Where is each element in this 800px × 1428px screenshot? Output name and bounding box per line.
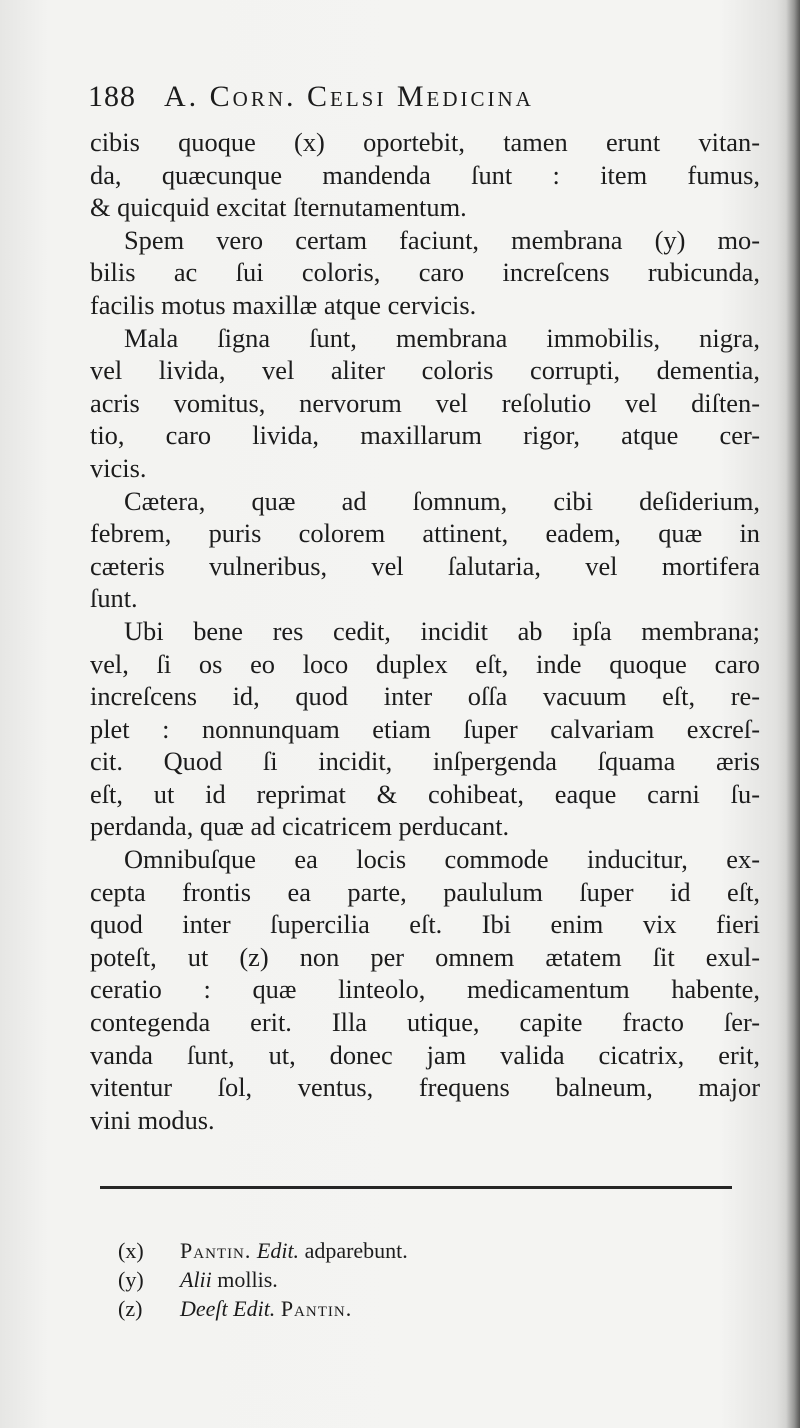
- footnote: [118, 1236, 678, 1265]
- text-line: bilis ac ſui coloris, caro increſcens rubicunda,: [90, 257, 760, 288]
- footnote: [118, 1294, 678, 1323]
- footnote-author: Pantin.: [180, 1238, 252, 1263]
- text-line: cit. Quod ſi incidit, inſpergenda ſquama æris: [90, 746, 760, 777]
- text-line: facilis motus maxillæ atque cervicis.: [90, 289, 477, 320]
- running-header: [88, 80, 708, 120]
- text-line: quod inter ſupercilia eſt. Ibi enim vix fieri: [90, 909, 760, 940]
- footnote-marker: (x): [118, 1238, 144, 1263]
- body-text: [90, 126, 760, 1136]
- text-line: febrem, puris colorem attinent, eadem, quæ in: [90, 518, 760, 549]
- footnote-italic: Deeſt Edit.: [180, 1296, 276, 1321]
- text-line: Omnibuſque ea locis commode inducitur, ex-: [124, 844, 760, 875]
- text-line: vitentur ſol, ventus, frequens balneum, major: [90, 1072, 760, 1103]
- text-line: cæteris vulneribus, vel ſalutaria, vel mortifera: [90, 550, 760, 581]
- text-line: vicis.: [90, 452, 147, 483]
- text-line: ſunt.: [90, 583, 138, 614]
- text-line: contegenda erit. Illa utique, capite fracto ſer-: [90, 1007, 760, 1038]
- running-title: A. Corn. Celsi Medicina: [164, 80, 534, 113]
- text-line: perdanda, quæ ad cicatricem perducant.: [90, 811, 510, 842]
- text-line: plet : nonnunquam etiam ſuper calvariam excreſ-: [90, 713, 760, 744]
- footnote-italic: Alii: [180, 1267, 212, 1292]
- footnote: [118, 1265, 678, 1294]
- text-line: ceratio : quæ linteolo, medicamentum habente,: [90, 974, 760, 1005]
- footnotes: [118, 1236, 678, 1323]
- footnote-italic: Edit.: [256, 1238, 300, 1263]
- footnote-author: Pantin.: [280, 1296, 353, 1321]
- text-line: tio, caro livida, maxillarum rigor, atque cer-: [90, 420, 760, 451]
- page-edge-shadow: [786, 0, 800, 1428]
- text-line: Cætera, quæ ad ſomnum, cibi deſiderium,: [124, 485, 760, 516]
- footnote-rule: [100, 1186, 732, 1189]
- text-line: Ubi bene res cedit, incidit ab ipſa membrana;: [124, 615, 760, 646]
- footnote-text: mollis.: [217, 1267, 278, 1292]
- text-line: & quicquid excitat ſternutamentum.: [90, 192, 467, 223]
- text-line: cibis quoque (x) oportebit, tamen erunt vitan-: [90, 127, 760, 157]
- text-line: vini modus.: [90, 1104, 215, 1135]
- text-line: vel, ſi os eo loco duplex eſt, inde quoque caro: [90, 648, 760, 679]
- footnote-text: adparebunt.: [304, 1238, 408, 1263]
- text-line: acris vomitus, nervorum vel reſolutio vel diſten-: [90, 387, 760, 418]
- footnote-marker: (z): [118, 1296, 143, 1321]
- text-line: da, quæcunque mandenda ſunt : item fumus,: [90, 159, 760, 190]
- footnote-marker: (y): [118, 1267, 144, 1292]
- text-line: Spem vero certam faciunt, membrana (y) mo-: [124, 224, 760, 255]
- text-line: increſcens id, quod inter oſſa vacuum eſt, re-: [90, 681, 760, 712]
- text-line: vanda ſunt, ut, donec jam valida cicatrix, erit,: [90, 1039, 760, 1070]
- page-number: 188: [88, 80, 136, 113]
- text-line: cepta frontis ea parte, paululum ſuper id eſt,: [90, 876, 760, 907]
- text-line: Mala ſigna ſunt, membrana immobilis, nigra,: [124, 322, 760, 353]
- text-line: eſt, ut id reprimat & cohibeat, eaque carni ſu-: [90, 778, 760, 809]
- text-line: poteſt, ut (z) non per omnem ætatem ſit exul-: [90, 941, 760, 972]
- text-line: vel livida, vel aliter coloris corrupti, dementia,: [90, 355, 760, 386]
